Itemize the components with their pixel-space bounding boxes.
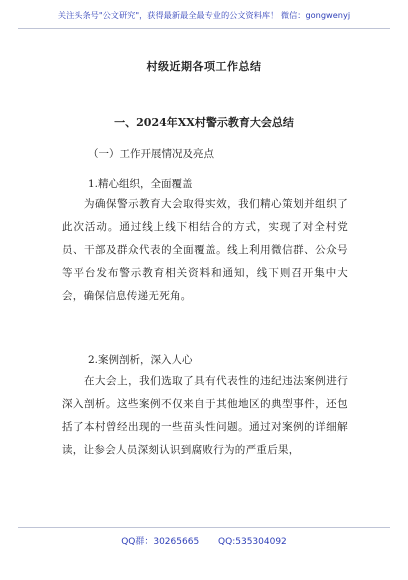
item2-paragraph: 在大会上，我们选取了具有代表性的违纪违法案例进行深入剖析。这些案例不仅来自于其他地区的典型事件，还包括了本村曾经出现的一些苗头性问题。通过对案例的详细解读，让参会人员深刻认识到腐败行为的严重后果，	[62, 375, 348, 456]
footer-qq: QQ:535304092	[218, 537, 287, 547]
item2-heading: 2.案例剖析，深入人心	[88, 354, 193, 366]
footer	[0, 534, 408, 547]
item1-paragraph: 为确保警示教育大会取得实效，我们精心策划并组织了此次活动。通过线上线下相结合的方式，实现了对全村党员、干部及群众代表的全面覆盖。线上利用微信群、公众号等平台发布警示教育相关资料和通知，线下则召开集中大会，确保信息传递无死角。	[62, 198, 348, 302]
footer-divider	[18, 527, 390, 528]
header-divider	[18, 28, 390, 29]
subsection-heading: （一）工作开展情况及亮点	[88, 148, 214, 160]
footer-qq-group: QQ群：30265665	[121, 537, 200, 547]
header-promo-text: 关注头条号"公文研究"，获得最新最全最专业的公文资料库！ 微信：gongwenyj	[57, 10, 351, 20]
section-heading: 一、2024年XX村警示教育大会总结	[114, 116, 294, 129]
item1-heading: 1.精心组织，全面覆盖	[88, 178, 193, 190]
document-title: 村级近期各项工作总结	[146, 60, 262, 73]
